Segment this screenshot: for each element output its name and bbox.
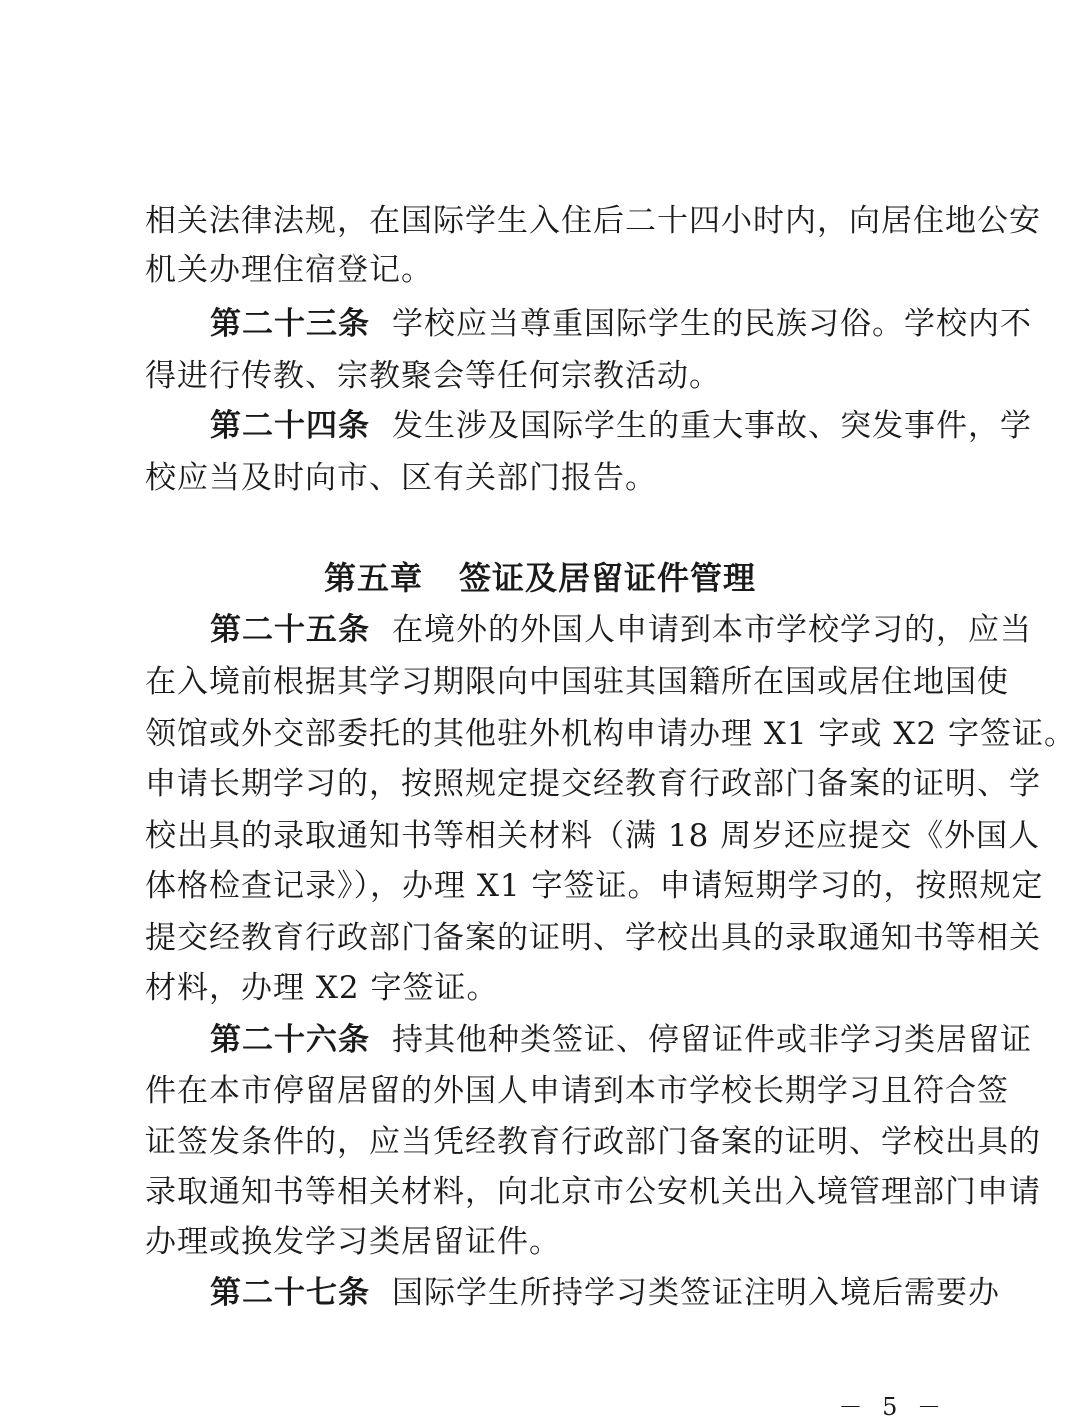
- chapter-number: 第五章: [323, 559, 423, 597]
- article-25: [210, 602, 1032, 658]
- body-text-line: 证签发条件的，应当凭经教育行政部门备案的证明、学校出具的: [145, 1124, 1041, 1160]
- article-27: [210, 1265, 1000, 1321]
- article-24: [210, 398, 1032, 454]
- body-text-line: 领馆或外交部委托的其他驻外机构申请办理 X1 字或 X2 字签证。: [145, 716, 1076, 752]
- article-label: 第二十三条: [210, 306, 370, 342]
- body-text-line: 体格检查记录》），办理 X1 字签证。申请短期学习的，按照规定: [145, 868, 1044, 904]
- body-text-line: 机关办理住宿登记。: [145, 252, 433, 288]
- article-label: 第二十六条: [210, 1022, 370, 1058]
- article-text: 国际学生所持学习类签证注明入境后需要办: [392, 1275, 1000, 1311]
- article-text: 在境外的外国人申请到本市学校学习的，应当: [392, 612, 1032, 648]
- article-text: 发生涉及国际学生的重大事故、突发事件，学: [392, 408, 1032, 444]
- article-26: [210, 1012, 1032, 1068]
- chapter-title: 签证及居留证件管理: [459, 559, 757, 597]
- article-text: 持其他种类签证、停留证件或非学习类居留证: [392, 1022, 1032, 1058]
- body-text-line: 相关法律法规，在国际学生入住后二十四小时内，向居住地公安: [145, 203, 1041, 239]
- article-label: 第二十四条: [210, 408, 370, 444]
- article-23: [210, 296, 1032, 352]
- article-label: 第二十五条: [210, 612, 370, 648]
- body-text-line: 申请长期学习的，按照规定提交经教育行政部门备案的证明、学: [145, 766, 1041, 802]
- body-text-line: 提交经教育行政部门备案的证明、学校出具的录取通知书等相关: [145, 920, 1041, 956]
- body-text-line: 校出具的录取通知书等相关材料（满 18 周岁还应提交《外国人: [145, 818, 1041, 854]
- body-text-line: 材料，办理 X2 字签证。: [145, 970, 499, 1006]
- body-text-line: 录取通知书等相关材料，向北京市公安机关出入境管理部门申请: [145, 1174, 1041, 1210]
- chapter-heading: [0, 548, 1080, 608]
- article-text: 学校应当尊重国际学生的民族习俗。学校内不: [392, 306, 1032, 342]
- page-number: － 5 －: [838, 1393, 947, 1421]
- body-text-line: 得进行传教、宗教聚会等任何宗教活动。: [145, 358, 721, 394]
- body-text-line: 校应当及时向市、区有关部门报告。: [145, 460, 657, 496]
- article-label: 第二十七条: [210, 1275, 370, 1311]
- body-text-line: 在入境前根据其学习期限向中国驻其国籍所在国或居住地国使: [145, 664, 1009, 700]
- body-text-line: 办理或换发学习类居留证件。: [145, 1224, 561, 1260]
- body-text-line: 件在本市停留居留的外国人申请到本市学校长期学习且符合签: [145, 1073, 1009, 1109]
